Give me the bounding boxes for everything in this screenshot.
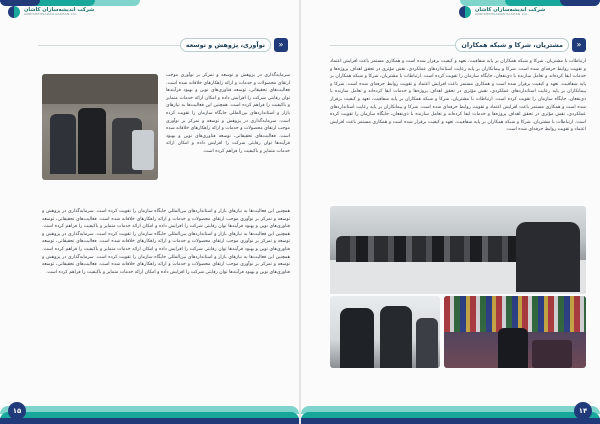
company-logo bbox=[459, 6, 545, 18]
flags-backdrop bbox=[444, 296, 586, 332]
page-number: ۱۵ bbox=[8, 402, 26, 420]
left-page-footer bbox=[0, 398, 299, 424]
org-subtitle: ANDISHEHSAZAN KASHAN CO. bbox=[475, 12, 528, 17]
person-figure bbox=[516, 222, 580, 292]
person-figure bbox=[498, 328, 528, 368]
person-figure bbox=[50, 114, 76, 174]
footer-swoosh bbox=[301, 418, 600, 424]
heading-rule bbox=[330, 45, 455, 46]
org-subtitle: ANDISHEHSAZAN KASHAN CO. bbox=[24, 12, 77, 17]
logo-mark-icon bbox=[8, 6, 20, 18]
meeting-photo bbox=[330, 206, 586, 294]
left-page-header bbox=[0, 0, 299, 26]
right-page-header bbox=[301, 0, 600, 26]
left-body-text: همچنین این فعالیت‌ها به نیازهای بازار و استانداردهای بین‌المللی جایگاه سازمان را تقویت کرده است. سرمایه‌گذاری در پژوهش و توسعه و تمرکز بر نوآوری موجب ارتقای محصولات و خدمات و ارائه راهکارهای خلاقانه شده است. فعالیت‌های تحقیقاتی، توسعه فناوری‌های نوین و بهبود فرآیندها توان رقابتی شرکت را افزایش داده و امکان ارائه خدمات متمایز و باکیفیت را فراهم کرده است. همچنین این فعالیت‌ها به نیازهای بازار و استانداردهای بین‌المللی جایگاه سازمان را تقویت کرده است. سرمایه‌گذاری در پژوهش و توسعه و تمرکز بر نوآوری موجب ارتقای محصولات و خدمات و ارائه راهکارهای خلاقانه شده است. فعالیت‌های تحقیقاتی، توسعه فناوری‌های نوین و بهبود فرآیندها توان رقابتی شرکت را افزایش داده و امکان ارائه خدمات متمایز و باکیفیت را فراهم کرده است. همچنین این فعالیت‌ها به نیازهای بازار و استانداردهای بین‌المللی جایگاه سازمان را تقویت کرده است. سرمایه‌گذاری در پژوهش و توسعه و تمرکز بر نوآوری موجب ارتقای محصولات و خدمات و ارائه راهکارهای خلاقانه شده است. فعالیت‌های تحقیقاتی، توسعه فناوری‌های نوین و بهبود فرآیندها توان رقابتی شرکت را افزایش داده و امکان ارائه خدمات متمایز و باکیفیت را فراهم کرده است. bbox=[42, 209, 290, 275]
person-figure bbox=[340, 308, 374, 368]
factory-visit-photo bbox=[42, 74, 158, 180]
org-name: شرکت اندیشه‌سازان کاشان bbox=[24, 6, 95, 13]
right-section-heading bbox=[330, 38, 586, 52]
page-number: ۱۴ bbox=[574, 402, 592, 420]
person-figure bbox=[416, 318, 438, 368]
conference-hall-photo bbox=[444, 296, 586, 368]
company-logo bbox=[8, 6, 94, 18]
chevron-right-icon: » bbox=[572, 38, 586, 52]
person-figure bbox=[78, 108, 106, 174]
left-section-heading bbox=[38, 38, 288, 52]
section-title: مشتریان، شرکا و شبکه همکاران bbox=[455, 38, 569, 52]
org-name: شرکت اندیشه‌سازان کاشان bbox=[475, 6, 546, 13]
handshake-photo bbox=[330, 296, 440, 368]
logo-mark-icon bbox=[459, 6, 471, 18]
page-gutter bbox=[299, 0, 301, 424]
heading-rule bbox=[38, 45, 180, 46]
person-figure bbox=[380, 306, 412, 368]
right-body-text: ارتباطات با مشتریان، شرکا و شبکه همکاران بر پایه شفافیت، تعهد و کیفیت برقرار شده است و همکاری مستمر باعث افزایش اعتماد و تقویت روابط حرفه‌ای شده است. شرکا و پیمانکاران بر پایه رعایت استانداردهای عملکردی، نقش مؤثری در تحقق اهداف پروژه‌ها و خدمات ایفا کرده‌اند و تعامل سازنده با ذی‌نفعان، جایگاه سازمان را تقویت کرده است. ارتباطات با مشتریان، شرکا و شبکه همکاران بر پایه شفافیت، تعهد و کیفیت برقرار شده است و همکاری مستمر باعث افزایش اعتماد و تقویت روابط حرفه‌ای شده است. شرکا و پیمانکاران بر پایه رعایت استانداردهای عملکردی، نقش مؤثری در تحقق اهداف پروژه‌ها و خدمات ایفا کرده‌اند و تعامل سازنده با ذی‌نفعان، جایگاه سازمان را تقویت کرده است. ارتباطات با مشتریان، شرکا و شبکه همکاران بر پایه شفافیت، تعهد و کیفیت برقرار شده است و همکاری مستمر باعث افزایش اعتماد و تقویت روابط حرفه‌ای شده است. شرکا و پیمانکاران بر پایه رعایت استانداردهای عملکردی، نقش مؤثری در تحقق اهداف پروژه‌ها و خدمات ایفا کرده‌اند و تعامل سازنده با ذی‌نفعان، جایگاه سازمان را تقویت کرده است. ارتباطات با مشتریان، شرکا و شبکه همکاران بر پایه شفافیت، تعهد و کیفیت برقرار شده است و همکاری مستمر باعث افزایش اعتماد و تقویت روابط حرفه‌ای شده است. bbox=[330, 59, 586, 133]
footer-swoosh bbox=[0, 418, 299, 424]
header-stripe bbox=[560, 0, 600, 6]
photo-ceiling bbox=[42, 74, 158, 104]
chevron-right-icon: » bbox=[274, 38, 288, 52]
left-column-text: سرمایه‌گذاری در پژوهش و توسعه و تمرکز بر نوآوری موجب ارتقای محصولات و خدمات و ارائه راهکارهای خلاقانه شده است. فعالیت‌های تحقیقاتی، توسعه فناوری‌های نوین و بهبود فرآیندها توان رقابتی شرکت را افزایش داده و امکان ارائه خدمات متمایز و باکیفیت را فراهم کرده است. همچنین این فعالیت‌ها به نیازهای بازار و استانداردهای بین‌المللی جایگاه سازمان را تقویت کرده است. سرمایه‌گذاری در پژوهش و توسعه و تمرکز بر نوآوری موجب ارتقای محصولات و خدمات و ارائه راهکارهای خلاقانه شده است. فعالیت‌های تحقیقاتی، توسعه فناوری‌های نوین و بهبود فرآیندها توان رقابتی شرکت را افزایش داده و امکان ارائه خدمات متمایز و باکیفیت را فراهم کرده است. bbox=[166, 73, 290, 154]
machine-figure bbox=[132, 130, 154, 170]
right-page-footer bbox=[301, 398, 600, 424]
podium bbox=[532, 340, 572, 368]
section-title: نوآوری، پژوهش و توسعه bbox=[180, 38, 271, 52]
